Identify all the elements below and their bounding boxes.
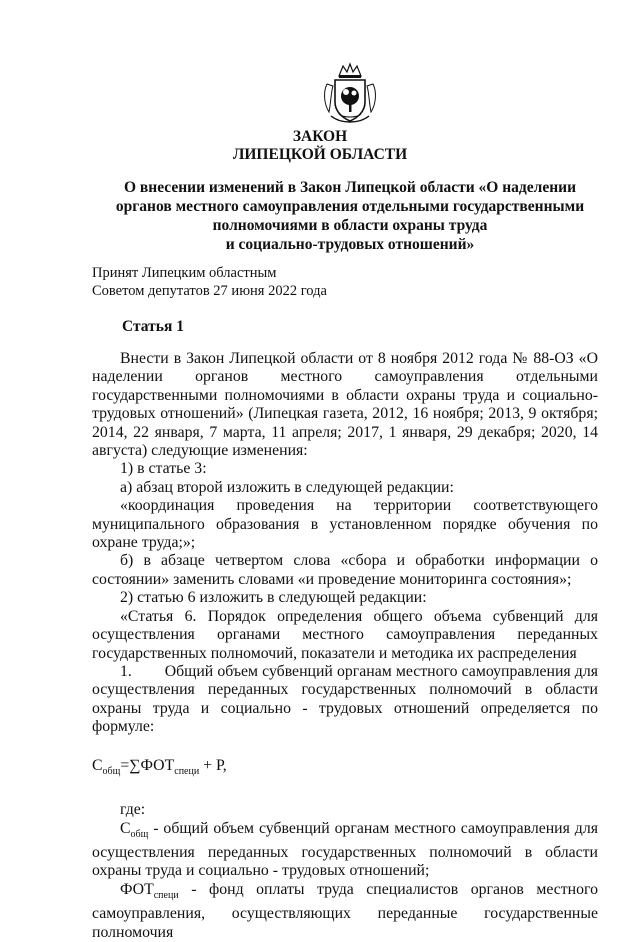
heading-line: О внесении изменений в Закон Липецкой области «О наделении: [123, 179, 577, 196]
law-title: ЗАКОН: [292, 128, 348, 145]
paragraph: «координация проведения на территории соответствующего муниципального образования в установленном порядке обучения по охране труда;»;: [92, 497, 598, 552]
heading-line: и социально-трудовых отношений»: [225, 236, 475, 253]
coat-of-arms-icon: [321, 62, 379, 124]
paragraph: 2) статью 6 изложить в следующей редакции:: [120, 589, 427, 607]
adoption-line: Принят Липецким областным: [92, 265, 277, 281]
paragraph: «Статья 6. Порядок определения общего объема субвенций для осуществления органами местного самоуправления переданных государственных полномочий, показатели и методика их распределения: [92, 607, 598, 662]
formula: $С_{общ}=\sum ФОТ_{специ} + Р$,: [92, 756, 227, 777]
adoption-line: Советом депутатов 27 июня 2022 года: [92, 283, 327, 299]
definition: $С_{общ}$ - общий объем субвенций органам местного самоуправления для осуществления переданных государственных полномочий в области охраны труда и социально - трудовых отношений;: [92, 819, 598, 880]
document-body: [92, 350, 598, 942]
paragraph: 1) в статье 3:: [120, 460, 207, 478]
heading-line: органов местного самоуправления отдельными государственными: [115, 198, 585, 215]
paragraph: где:: [120, 801, 146, 819]
definition: $ФОТ_{специ}$ - фонд оплаты труда специалистов органов местного самоуправления, осуществляющих переданные государственные полномочия: [92, 880, 598, 941]
paragraph: а) абзац второй изложить в следующей редакции:: [120, 478, 454, 496]
law-heading: [100, 178, 600, 254]
heading-line: полномочиями в области охраны труда: [212, 217, 488, 234]
region-title: ЛИПЕЦКОЙ ОБЛАСТИ: [232, 146, 408, 163]
paragraph: Внести в Закон Липецкой области от 8 ноября 2012 года № 88-ОЗ «О наделении органов местного самоуправления отдельными государственными полномочиями в области охраны труда и социально-трудовых отношений» (Липецкая газета, 2012, 16 ноября; 2013, 9 октября; 2014, 22 января, 7 марта, 11 апреля; 2017, 1 января, 29 декабря; 2020, 14 августа) следующие изменения:: [92, 350, 598, 460]
paragraph: 1. Общий объем субвенций органам местного самоуправления для осуществления переданных государственных полномочий в области охраны труда и социально - трудовых отношений определяется по формуле:: [92, 662, 598, 736]
adoption-note: [92, 264, 327, 300]
article-title: Статья 1: [122, 318, 184, 335]
paragraph: б) в абзаце четвертом слова «сбора и обработки информации о состоянии» заменить словами «и проведение мониторинга состояния»;: [92, 552, 598, 588]
